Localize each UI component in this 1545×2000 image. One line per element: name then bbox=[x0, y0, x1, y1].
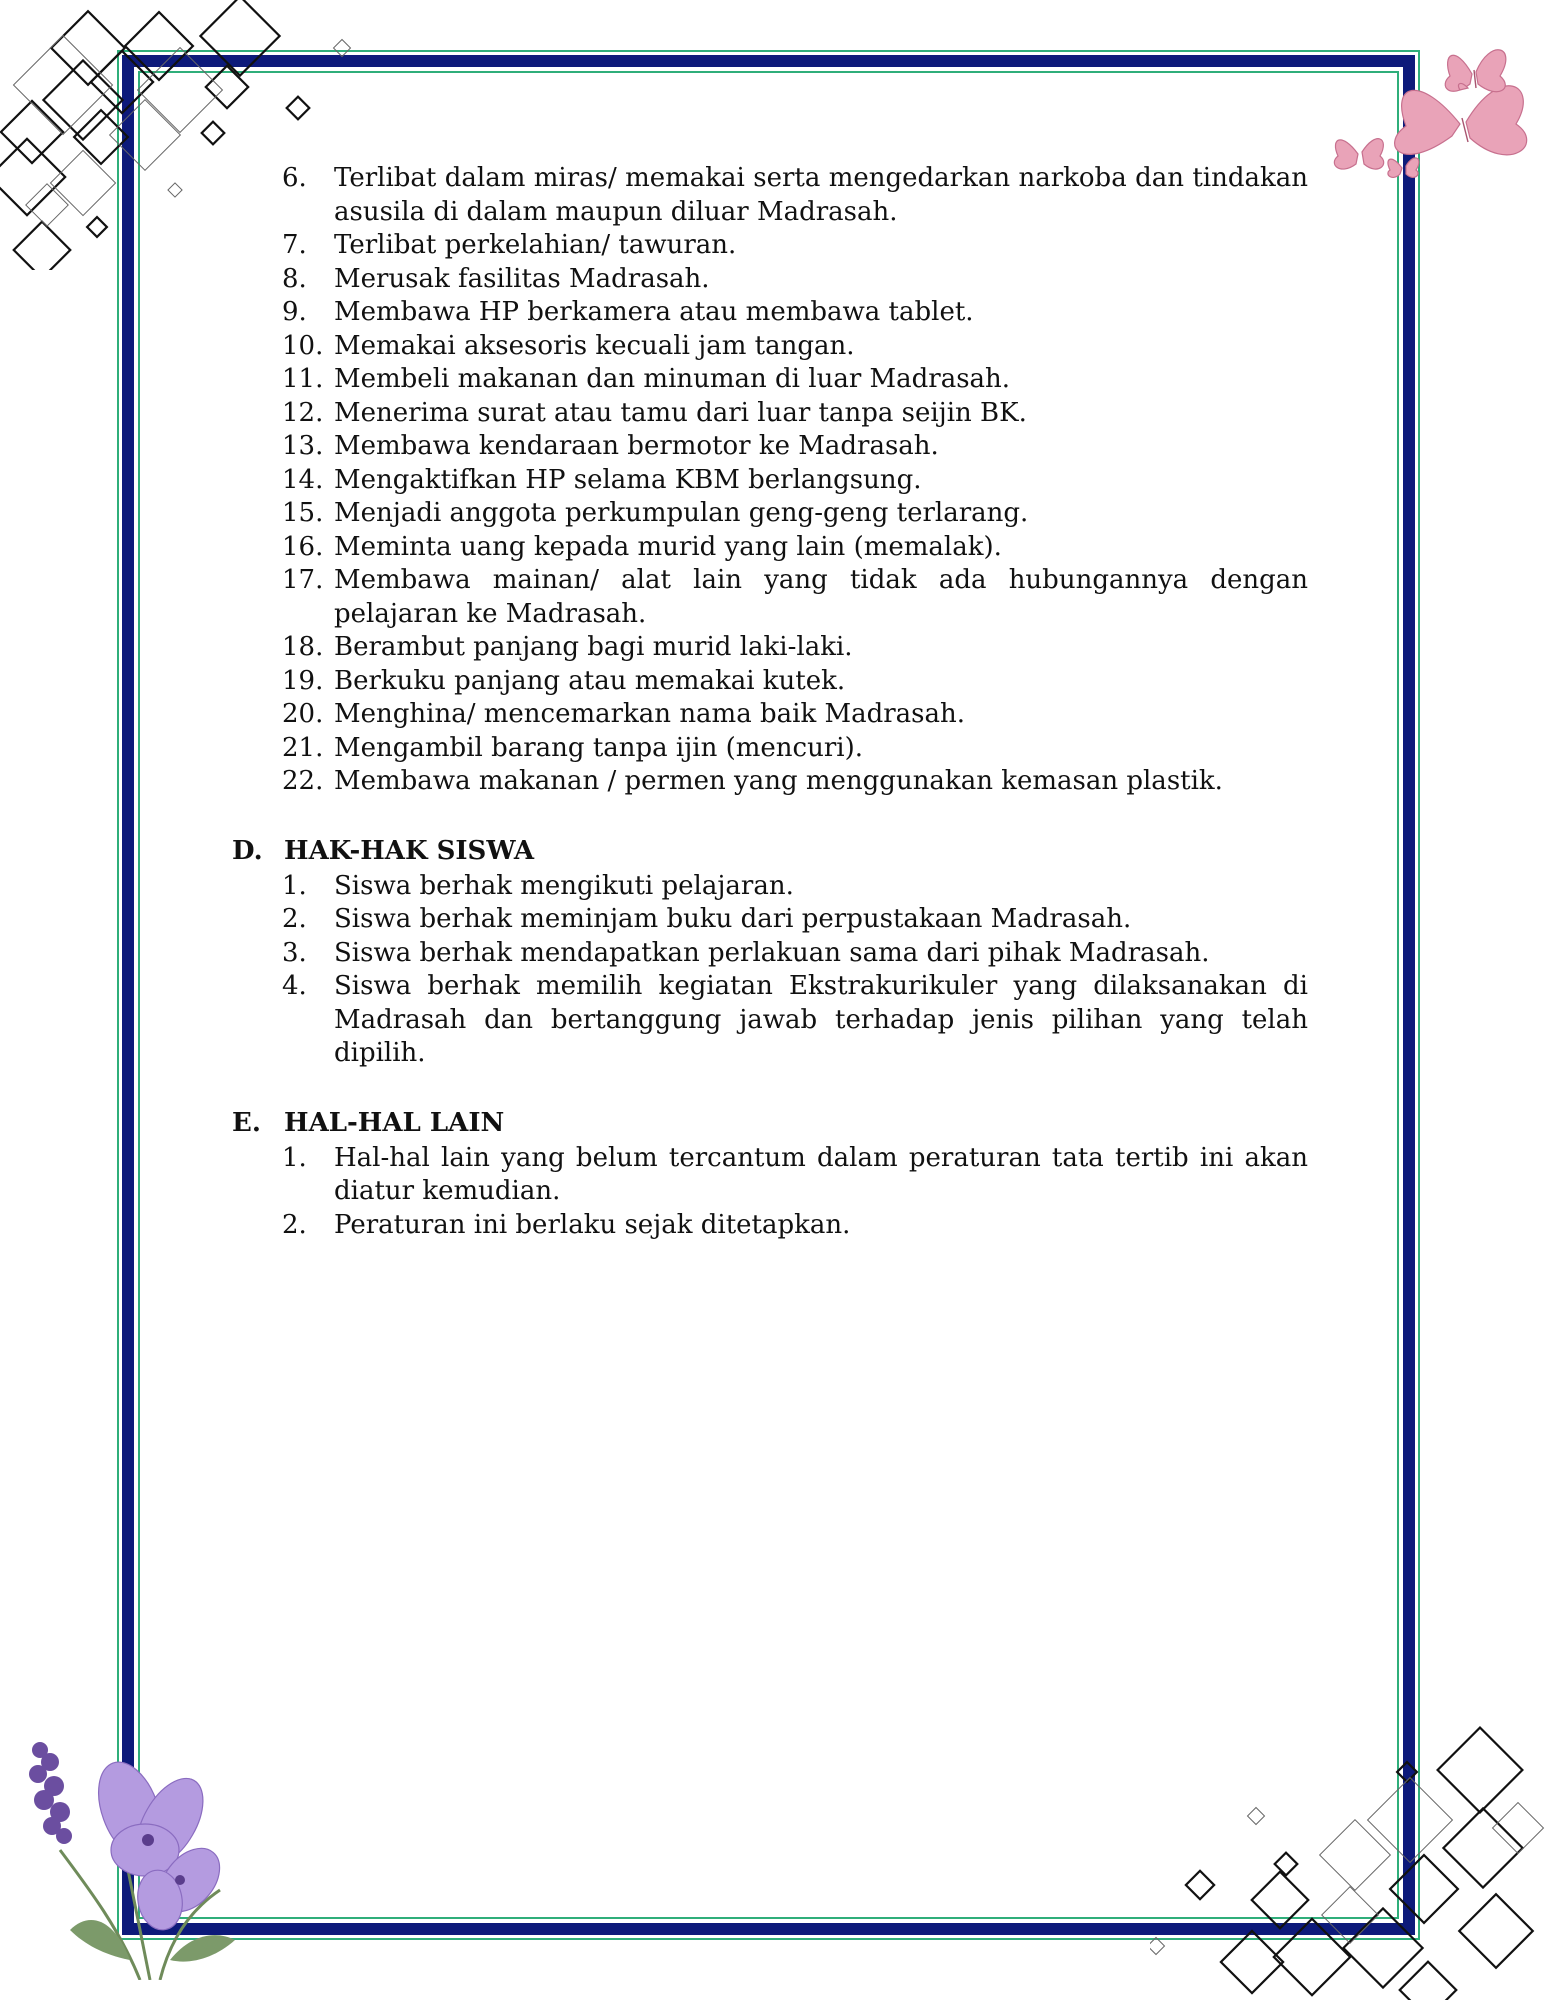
list-text: Berkuku panjang atau memakai kutek. bbox=[334, 665, 846, 696]
list-number: 22. bbox=[282, 766, 324, 796]
list-number: 9. bbox=[282, 297, 307, 327]
list-item bbox=[232, 665, 1308, 699]
list-text: Membawa HP berkamera atau membawa tablet. bbox=[334, 297, 974, 327]
list-text: Membeli makanan dan minuman di luar Madrasah. bbox=[334, 364, 1011, 394]
list-text: Membawa mainan/ alat lain yang tidak ada hubungannya dengan pelajaran ke Madrasah. bbox=[334, 565, 1308, 629]
list-item bbox=[232, 564, 1308, 631]
section-title: HAK-HAK SISWA bbox=[284, 835, 535, 866]
list-text: Mengambil barang tanpa ijin (mencuri). bbox=[334, 732, 864, 763]
section-title: HAL-HAL LAIN bbox=[284, 1107, 505, 1138]
lavender-flower-icon bbox=[20, 1730, 270, 1980]
list-item bbox=[232, 1209, 1308, 1243]
list-number: 1. bbox=[282, 870, 307, 901]
list-number: 8. bbox=[282, 263, 307, 294]
section-d bbox=[232, 832, 1308, 1071]
list-text: Hal-hal lain yang belum tercantum dalam peraturan tata tertib ini akan diatur kemudian. bbox=[334, 1142, 1308, 1206]
list-text: Menjadi anggota perkumpulan geng-geng terlarang. bbox=[334, 498, 1029, 528]
list-number: 11. bbox=[282, 364, 324, 394]
section-heading bbox=[232, 1104, 1308, 1142]
list-text: Membawa makanan / permen yang menggunakan kemasan plastik. bbox=[334, 766, 1223, 796]
list-item bbox=[232, 765, 1308, 799]
list-number: 20. bbox=[282, 699, 324, 729]
section-letter: D. bbox=[232, 835, 263, 866]
list-text: Menghina/ mencemarkan nama baik Madrasah. bbox=[334, 699, 966, 729]
list-number: 3. bbox=[282, 937, 307, 968]
list-text: Merusak fasilitas Madrasah. bbox=[334, 263, 710, 294]
list-number: 17. bbox=[282, 565, 324, 595]
list-text: Meminta uang kepada murid yang lain (memalak). bbox=[334, 531, 1002, 562]
list-number: 6. bbox=[282, 163, 307, 193]
rights-list bbox=[232, 870, 1308, 1071]
list-item bbox=[232, 330, 1308, 364]
list-item bbox=[232, 296, 1308, 330]
list-item bbox=[232, 732, 1308, 766]
list-item bbox=[232, 631, 1308, 665]
list-text: Terlibat dalam miras/ memakai serta mengedarkan narkoba dan tindakan asusila di dalam maupun diluar Madrasah. bbox=[334, 163, 1308, 227]
list-item bbox=[232, 497, 1308, 531]
list-item bbox=[232, 464, 1308, 498]
list-text: Siswa berhak mendapatkan perlakuan sama dari pihak Madrasah. bbox=[334, 937, 1210, 968]
list-text: Membawa kendaraan bermotor ke Madrasah. bbox=[334, 431, 939, 461]
list-number: 7. bbox=[282, 230, 307, 260]
list-number: 12. bbox=[282, 397, 324, 428]
list-item bbox=[232, 937, 1308, 971]
list-item bbox=[232, 430, 1308, 464]
list-number: 19. bbox=[282, 665, 324, 696]
list-item bbox=[232, 903, 1308, 937]
list-number: 18. bbox=[282, 632, 324, 662]
prohibitions-list bbox=[232, 162, 1308, 799]
list-number: 2. bbox=[282, 904, 307, 934]
list-item bbox=[232, 698, 1308, 732]
list-number: 10. bbox=[282, 330, 324, 361]
list-item bbox=[232, 263, 1308, 297]
list-item bbox=[232, 397, 1308, 431]
diamond-pattern-icon bbox=[1150, 1720, 1545, 2000]
list-item bbox=[232, 1142, 1308, 1209]
list-number: 1. bbox=[282, 1142, 307, 1173]
section-heading bbox=[232, 832, 1308, 870]
other-matters-list bbox=[232, 1142, 1308, 1243]
section-e bbox=[232, 1104, 1308, 1243]
list-text: Menerima surat atau tamu dari luar tanpa seijin BK. bbox=[334, 397, 1027, 428]
list-number: 13. bbox=[282, 431, 324, 461]
list-text: Memakai aksesoris kecuali jam tangan. bbox=[334, 330, 855, 361]
list-text: Mengaktifkan HP selama KBM berlangsung. bbox=[334, 464, 922, 495]
list-number: 21. bbox=[282, 732, 324, 763]
list-item bbox=[232, 162, 1308, 229]
list-number: 14. bbox=[282, 464, 324, 495]
list-text: Berambut panjang bagi murid laki-laki. bbox=[334, 632, 853, 662]
list-item bbox=[232, 229, 1308, 263]
section-letter: E. bbox=[232, 1107, 261, 1138]
list-text: Terlibat perkelahian/ tawuran. bbox=[334, 230, 737, 260]
document-content bbox=[232, 162, 1308, 1242]
list-item bbox=[232, 531, 1308, 565]
list-item bbox=[232, 870, 1308, 904]
list-item bbox=[232, 970, 1308, 1071]
list-number: 2. bbox=[282, 1209, 307, 1240]
list-number: 15. bbox=[282, 498, 324, 528]
butterfly-icon bbox=[1310, 14, 1545, 184]
list-number: 16. bbox=[282, 531, 324, 562]
list-text: Siswa berhak meminjam buku dari perpustakaan Madrasah. bbox=[334, 904, 1132, 934]
list-text: Siswa berhak mengikuti pelajaran. bbox=[334, 870, 794, 901]
list-item bbox=[232, 363, 1308, 397]
list-text: Peraturan ini berlaku sejak ditetapkan. bbox=[334, 1209, 851, 1240]
list-text: Siswa berhak memilih kegiatan Ekstrakurikuler yang dilaksanakan di Madrasah dan bertanggung jawab terhadap jenis pilihan yang telah dipilih. bbox=[334, 971, 1308, 1068]
list-number: 4. bbox=[282, 971, 307, 1001]
